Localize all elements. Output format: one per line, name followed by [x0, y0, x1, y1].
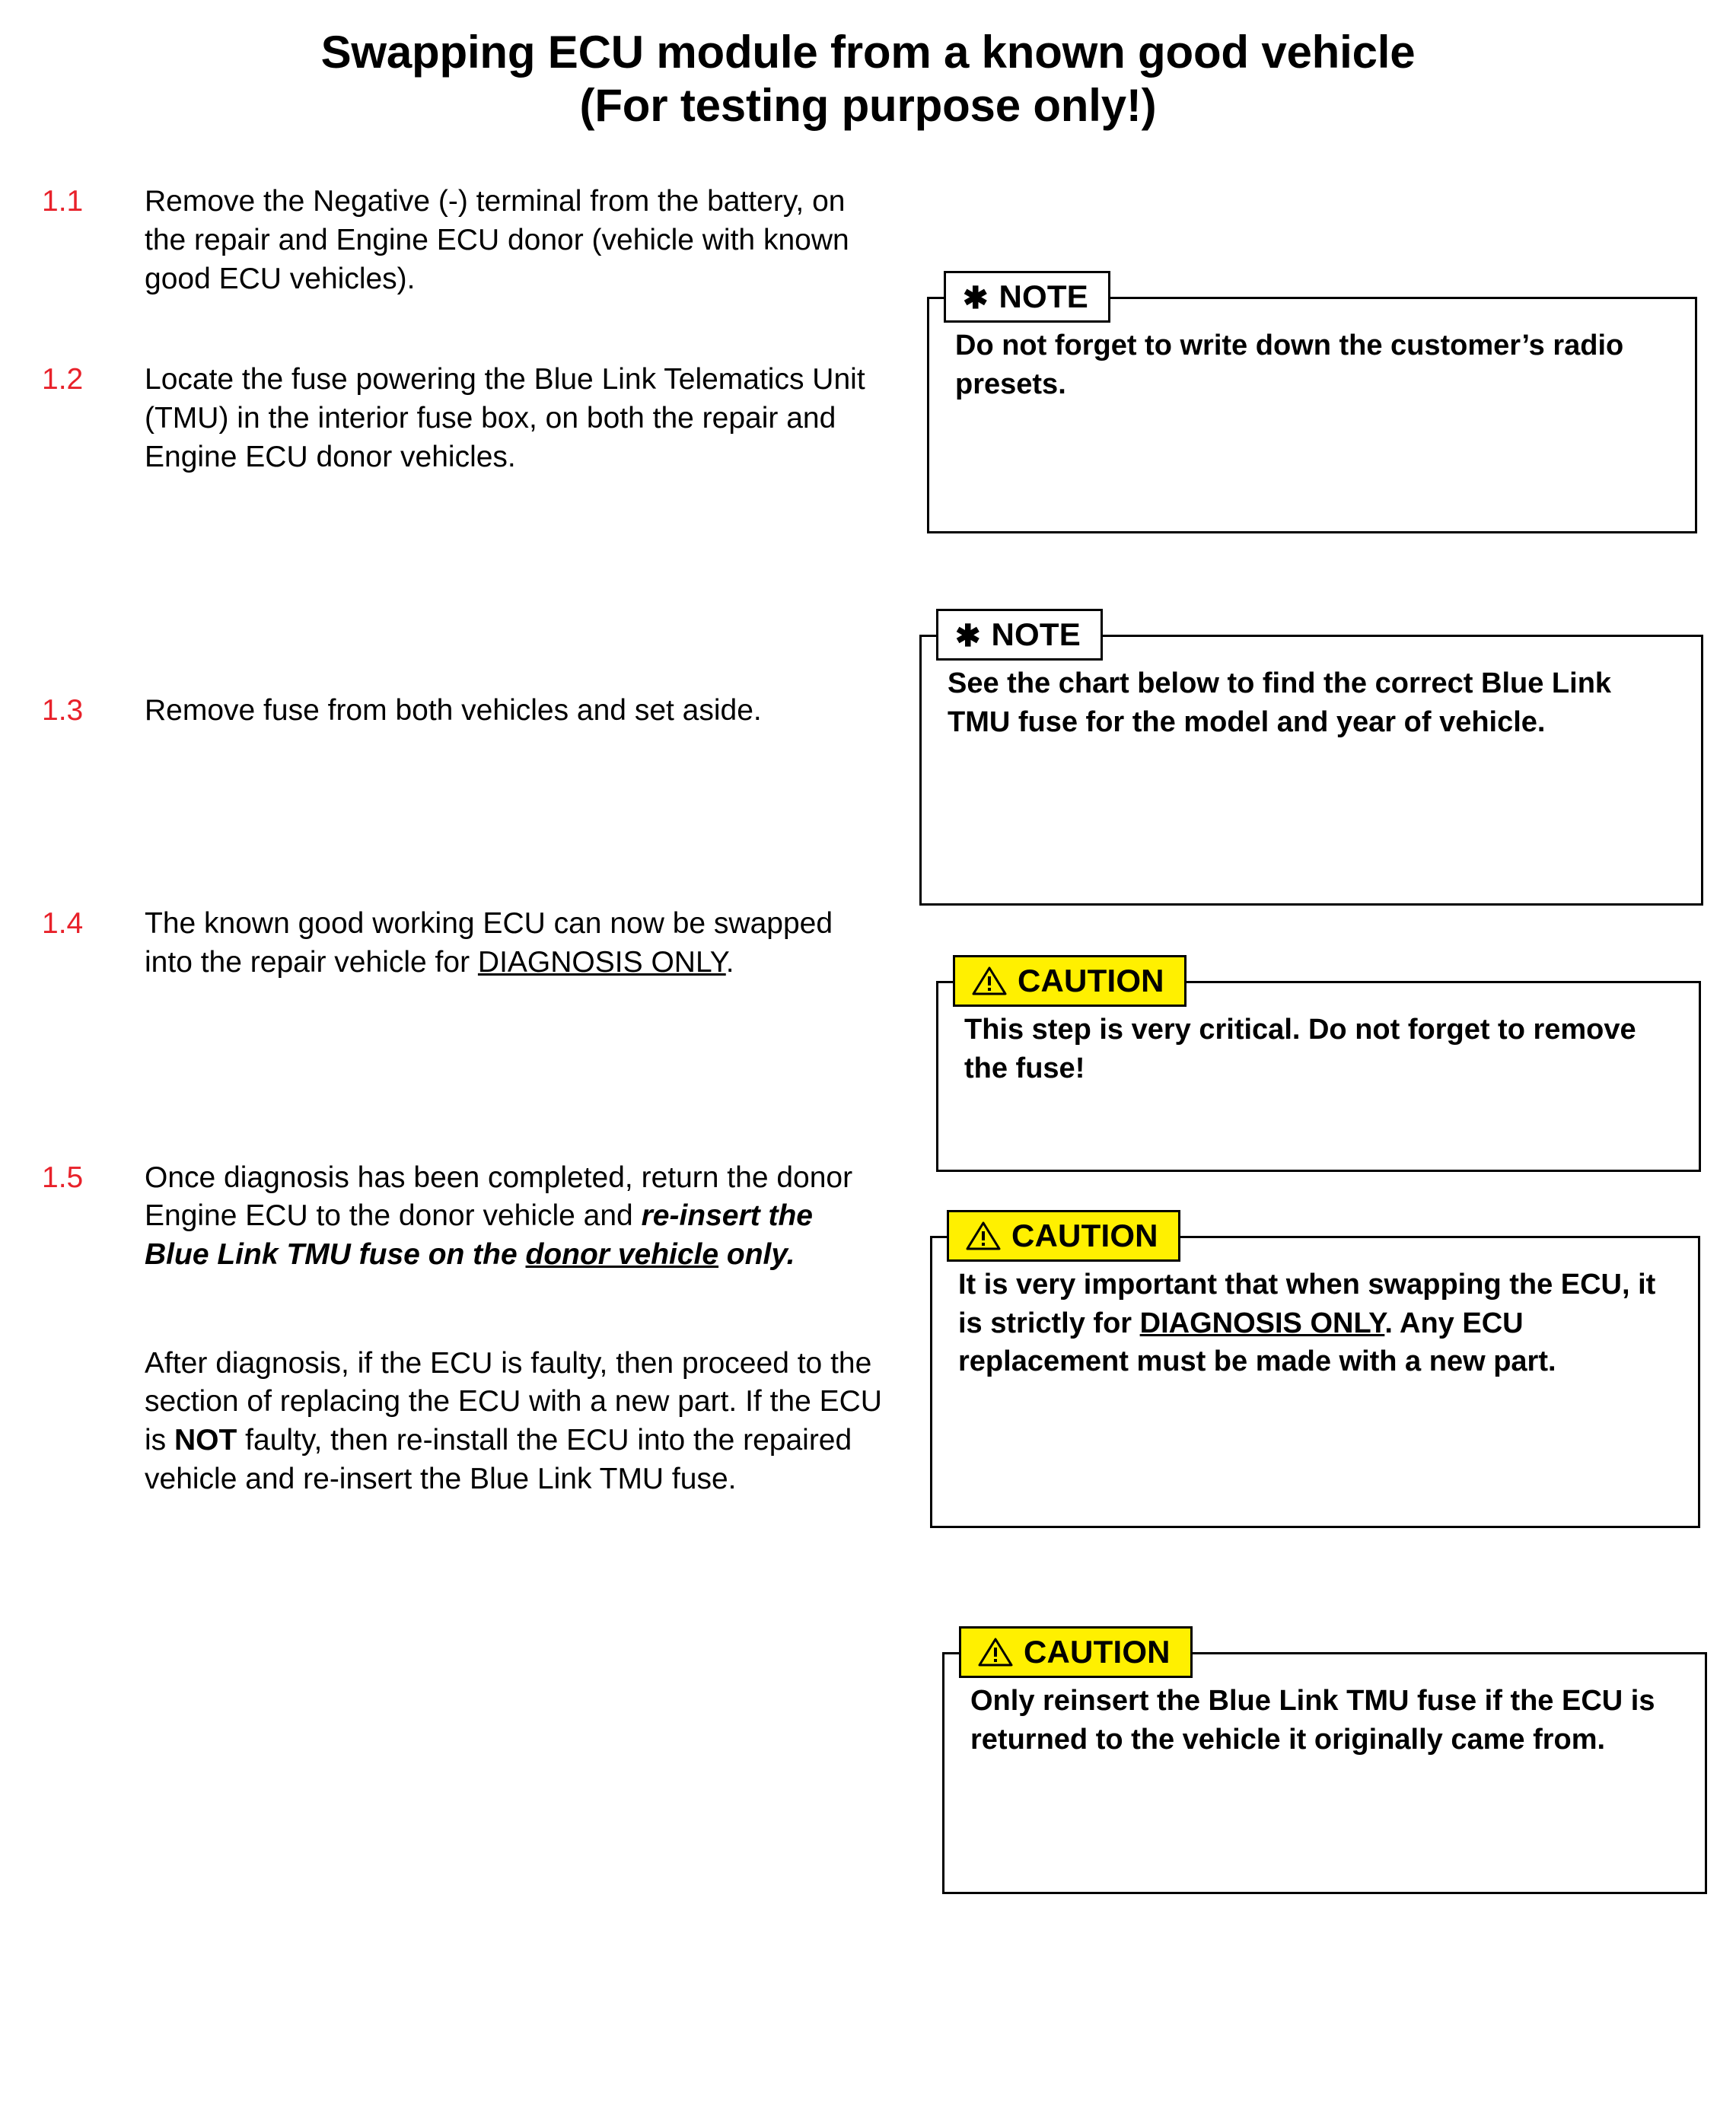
step-text — [145, 183, 906, 298]
step-text — [145, 361, 906, 476]
step-text — [145, 692, 906, 731]
step-text-emphasis: NOT — [174, 1424, 237, 1457]
step-text-part: Once diagnosis has been completed, return the donor Engine ECU to the donor vehicle and — [145, 1161, 853, 1233]
step-paragraph — [145, 1159, 883, 1275]
step-text-emphasis: re-insert the Blue Link TMU fuse on the — [145, 1199, 813, 1271]
note-callout-tab — [944, 271, 1110, 323]
step-paragraph: Remove the Negative (-) terminal from the battery, on the repair and Engine ECU donor (vehicle with known good ECU vehicles). — [145, 185, 849, 295]
step-text-part: faulty, then re-install the ECU into the repaired vehicle and re-insert the Blue Link TMU fuse. — [145, 1424, 852, 1495]
step-paragraph: Remove fuse from both vehicles and set aside. — [145, 693, 762, 727]
caution-callout-body — [930, 1236, 1700, 1528]
caution-callout-label: CAUTION — [1018, 963, 1164, 998]
caution-text-emphasis: DIAGNOSIS ONLY — [1139, 1307, 1385, 1339]
note-callout-body — [919, 635, 1703, 906]
page-title — [0, 0, 1736, 132]
caution-callout-text — [958, 1266, 1675, 1381]
step-text-part: The known good working ECU can now be swapped into the repair vehicle for — [145, 907, 833, 979]
caution-callout-tab — [959, 1626, 1193, 1678]
step-number: 1.5 — [42, 1161, 84, 1194]
step-text — [145, 1159, 906, 1499]
caution-callout — [936, 955, 1701, 1172]
caution-callout-body — [936, 981, 1701, 1172]
caution-callout-text: Only reinsert the Blue Link TMU fuse if the ECU is returned to the vehicle it originally came from. — [970, 1685, 1655, 1756]
step-number: 1.1 — [42, 185, 84, 218]
caution-callout-tab — [953, 955, 1187, 1007]
title-line-2: (For testing purpose only!) — [579, 80, 1157, 132]
caution-callout-label: CAUTION — [1024, 1634, 1171, 1670]
note-callout-text: Do not forget to write down the customer’s radio presets. — [955, 330, 1624, 400]
step-text-emphasis: only. — [718, 1237, 795, 1271]
note-callout — [919, 609, 1703, 906]
warning-triangle-icon — [972, 966, 1007, 996]
star-icon: ✱ — [955, 619, 981, 653]
warning-triangle-icon — [978, 1637, 1013, 1667]
note-callout-body — [927, 297, 1697, 533]
caution-text-part: It is very important that when swapping the ECU, it is strictly for — [958, 1269, 1656, 1339]
step-paragraph — [145, 905, 883, 982]
title-line-1: Swapping ECU module from a known good vehicle — [320, 27, 1416, 78]
star-icon: ✱ — [963, 282, 989, 315]
step-text — [145, 905, 906, 982]
warning-triangle-icon — [966, 1221, 1001, 1251]
note-callout-label: NOTE — [999, 279, 1088, 314]
step-number: 1.2 — [42, 363, 84, 396]
caution-callout-tab — [947, 1210, 1180, 1262]
step-number: 1.4 — [42, 907, 84, 941]
note-callout — [927, 271, 1697, 533]
caution-callout-text: This step is very critical. Do not forget to remove the fuse! — [964, 1014, 1636, 1084]
caution-callout — [942, 1626, 1707, 1894]
step-text-part: After diagnosis, if the ECU is faulty, then proceed to the section of replacing the ECU with a new part. If the ECU is — [145, 1346, 882, 1457]
note-callout-label: NOTE — [991, 616, 1081, 652]
step-paragraph — [145, 1345, 883, 1499]
caution-callout-body — [942, 1652, 1707, 1894]
step-number: 1.3 — [42, 693, 84, 727]
caution-callout-label: CAUTION — [1011, 1218, 1158, 1253]
note-callout-tab — [936, 609, 1103, 661]
step-paragraph: Locate the fuse powering the Blue Link Telematics Unit (TMU) in the interior fuse box, on both the repair and Engine ECU donor vehicles. — [145, 363, 865, 473]
step-text-part: . — [725, 945, 734, 979]
caution-text-part: . Any ECU replacement must be made with a new part. — [958, 1307, 1556, 1378]
caution-callout — [930, 1210, 1700, 1528]
step-text-emphasis: DIAGNOSIS ONLY — [477, 945, 726, 979]
note-callout-text: See the chart below to find the correct Blue Link TMU fuse for the model and year of vehicle. — [948, 667, 1612, 738]
step-text-emphasis-underline: donor vehicle — [525, 1237, 719, 1271]
